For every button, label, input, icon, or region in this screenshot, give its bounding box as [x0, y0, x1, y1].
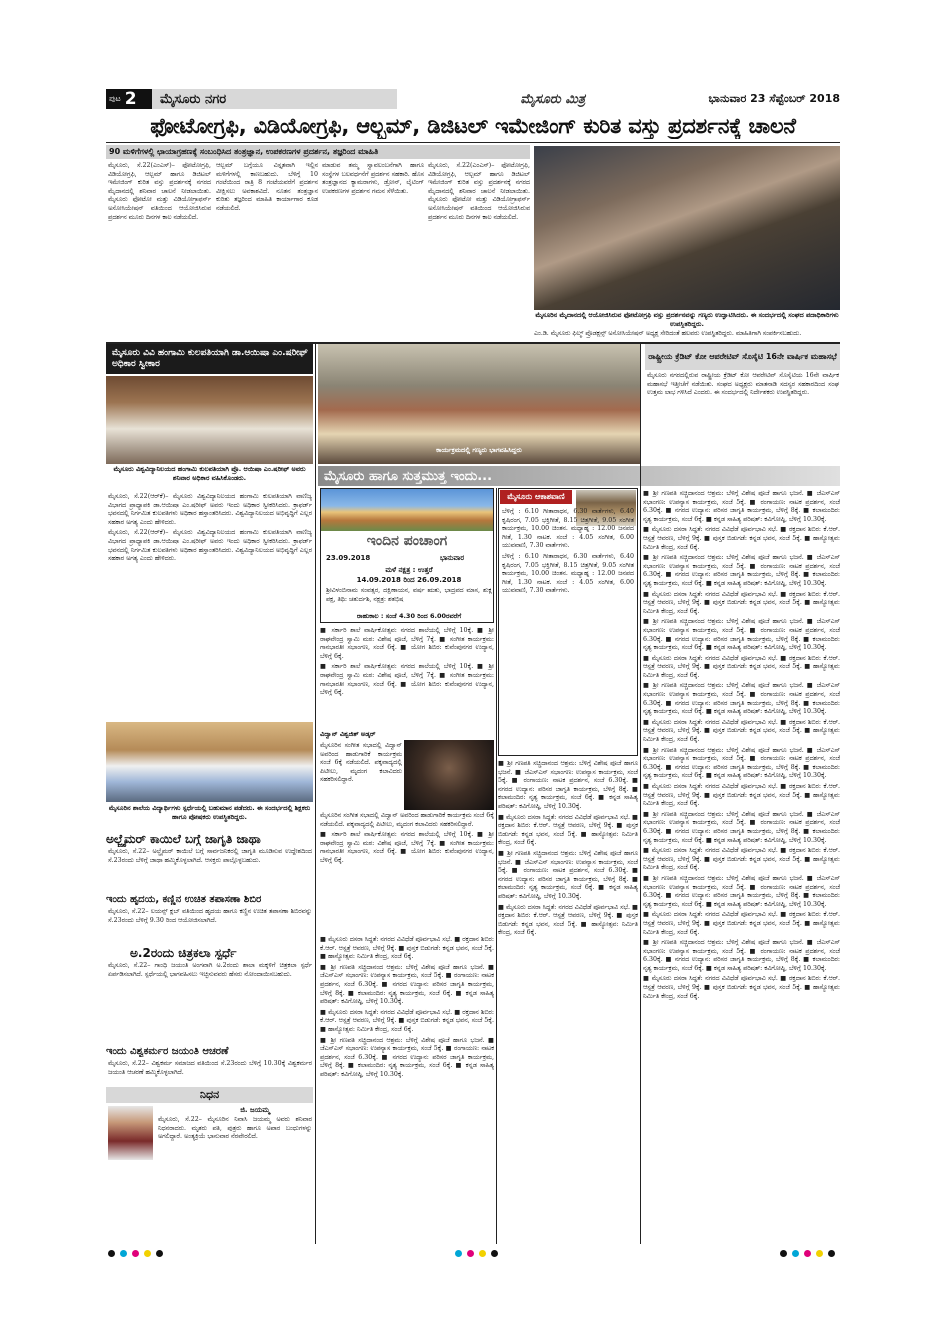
events-col-4 — [498, 760, 638, 1240]
registration-dot-yellow — [816, 1250, 823, 1257]
section-name: ಮೈಸೂರು ನಗರ — [152, 89, 397, 109]
registration-dot-black — [780, 1250, 787, 1257]
vishwakarma-title: ಇಂದು ವಿಶ್ವಕರ್ಮರ ಜಯಂತಿ ಆಚರಣೆ — [106, 1046, 229, 1057]
registration-dot-black — [156, 1250, 163, 1257]
kids-photo — [106, 722, 313, 802]
alzheimer-title: ಅಲ್ಜೈಮರ್ ಕಾಯಿಲೆ ಬಗ್ಗೆ ಜಾಗೃತಿ ಜಾಥಾ — [106, 832, 261, 846]
registration-marks-left — [108, 1250, 163, 1257]
panchanga-body — [326, 587, 492, 611]
radio-schedule — [502, 508, 634, 752]
events-col-6-text-14: ■ ಮೈಸೂರು ದಸರಾ ಸಿದ್ಧತೆ: ನಗರದ ವಿವಿಧೆಡೆ ಪೂರ್ವಭಾವಿ ಸಭೆ. ■ ರಕ್ತದಾನ ಶಿಬಿರ: ಕೆ.ಆರ್. ಆಸ್ಪತ್ರೆ ಆವರಣ, ಬೆಳಿಗ್ಗೆ 9ಕ್ಕೆ. ■ ಪುಸ್ತಕ ಬಿಡುಗಡೆ: ಕನ್ನಡ ಭವನ, ಸಂಜೆ 5ಕ್ಕೆ. ■ ಹಾಸ್ಯೋತ್ಸವ: ನಿರ್ಮಿತಿ ಕೇಂದ್ರ, ಸಂಜೆ 6ಕ್ಕೆ. — [643, 911, 840, 936]
registration-dot-yellow — [144, 1250, 151, 1257]
events-col-3-text-2: ■ ಸರ್ಕಾರಿ ಶಾಲೆ ವಾರ್ಷಿಕೋತ್ಸವ: ನಗರದ ಶಾಲೆಯಲ್ಲಿ ಬೆಳಿಗ್ಗೆ 10ಕ್ಕೆ. ■ ಶ್ರೀ ರಾಘವೇಂದ್ರ ಸ್ವಾಮಿ ಮಠ: ವಿಶೇಷ ಪೂಜೆ, ಬೆಳಿಗ್ಗೆ 7ಕ್ಕೆ. ■ ಸಂಗೀತ ಕಾರ್ಯಕ್ರಮ: ಗಾನಭಾರತೀ ಸಭಾಂಗಣ, ಸಂಜೆ 6ಕ್ಕೆ. ■ ಯೋಗ ಶಿಬಿರ: ಕುವೆಂಪುನಗರ ಉದ್ಯಾನ, ಬೆಳಿಗ್ಗೆ 6ಕ್ಕೆ. — [320, 831, 494, 864]
vc-story-title: ಮೈಸೂರು ವಿವಿ ಹಂಗಾಮಿ ಕುಲಪತಿಯಾಗಿ ಡಾ.ಆಯಿಷಾ ಎಂ.ಷರೀಫ್ ಅಧಿಕಾರ ಸ್ವೀಕಾರ — [106, 344, 313, 374]
lead-col-4-text: ಮೈಸೂರು, ಸೆ.22(ಎಂಎಸ್)– ಫೋಟೋಗ್ರಫಿ, ವಿಡಿಯೋಗ್ರಫಿ, ಆಲ್ಬಮ್ ಹಾಗೂ ಡಿಜಿಟಲ್ ಇಮೇಜಿಂಗ್ ಕುರಿತ ವಸ್ತು ಪ್ರದರ್ಶನಕ್ಕೆ ನಗರದ ಮೈದಾನದಲ್ಲಿ ಶನಿವಾರ ಚಾಲನೆ ನೀಡಲಾಯಿತು. ಮೈಸೂರು ಫೋಟೋ ಮತ್ತು ವಿಡಿಯೋಗ್ರಾಫರ್ಸ್ ಅಸೋಸಿಯೇಷನ್ ವತಿಯಿಂದ ಆಯೋಜಿಸಿರುವ ಪ್ರದರ್ಶನ ಮೂರು ದಿನಗಳ ಕಾಲ ನಡೆಯಲಿದೆ. — [428, 162, 530, 221]
events-col-6-text-9: ■ ಶ್ರೀ ಗಣಪತಿ ಸಚ್ಚಿದಾನಂದ ಆಶ್ರಮ: ಬೆಳಿಗ್ಗೆ ವಿಶೇಷ ಪೂಜೆ ಹಾಗೂ ಭಜನೆ. ■ ಜೆಎಸ್‌ಎಸ್ ಸಭಾಂಗಣ: ಉಪನ್ಯಾಸ ಕಾರ್ಯಕ್ರಮ, ಸಂಜೆ 5ಕ್ಕೆ. ■ ರಂಗಾಯಣ: ನಾಟಕ ಪ್ರದರ್ಶನ, ಸಂಜೆ 6.30ಕ್ಕೆ. ■ ನಗರದ ಉದ್ಯಾನ: ಪರಿಸರ ಜಾಗೃತಿ ಕಾರ್ಯಕ್ರಮ, ಬೆಳಿಗ್ಗೆ 8ಕ್ಕೆ. ■ ಕಲಾಮಂದಿರ: ನೃತ್ಯ ಕಾರ್ಯಕ್ರಮ, ಸಂಜೆ 6ಕ್ಕೆ. ■ ಕನ್ನಡ ಸಾಹಿತ್ಯ ಪರಿಷತ್: ಕವಿಗೋಷ್ಠಿ, ಬೆಳಿಗ್ಗೆ 10.30ಕ್ಕೆ. — [643, 746, 840, 780]
events-col-6-text-16: ■ ಮೈಸೂರು ದಸರಾ ಸಿದ್ಧತೆ: ನಗರದ ವಿವಿಧೆಡೆ ಪೂರ್ವಭಾವಿ ಸಭೆ. ■ ರಕ್ತದಾನ ಶಿಬಿರ: ಕೆ.ಆರ್. ಆಸ್ಪತ್ರೆ ಆವರಣ, ಬೆಳಿಗ್ಗೆ 9ಕ್ಕೆ. ■ ಪುಸ್ತಕ ಬಿಡುಗಡೆ: ಕನ್ನಡ ಭವನ, ಸಂಜೆ 5ಕ್ಕೆ. ■ ಹಾಸ್ಯೋತ್ಸವ: ನಿರ್ಮಿತಿ ಕೇಂದ್ರ, ಸಂಜೆ 6ಕ್ಕೆ. — [643, 975, 840, 1000]
obituary-photo — [108, 1106, 153, 1160]
health-camp-body — [108, 908, 312, 942]
events-col-6-text-15: ■ ಶ್ರೀ ಗಣಪತಿ ಸಚ್ಚಿದಾನಂದ ಆಶ್ರಮ: ಬೆಳಿಗ್ಗೆ ವಿಶೇಷ ಪೂಜೆ ಹಾಗೂ ಭಜನೆ. ■ ಜೆಎಸ್‌ಎಸ್ ಸಭಾಂಗಣ: ಉಪನ್ಯಾಸ ಕಾರ್ಯಕ್ರಮ, ಸಂಜೆ 5ಕ್ಕೆ. ■ ರಂಗಾಯಣ: ನಾಟಕ ಪ್ರದರ್ಶನ, ಸಂಜೆ 6.30ಕ್ಕೆ. ■ ನಗರದ ಉದ್ಯಾನ: ಪರಿಸರ ಜಾಗೃತಿ ಕಾರ್ಯಕ್ರಮ, ಬೆಳಿಗ್ಗೆ 8ಕ್ಕೆ. ■ ಕಲಾಮಂದಿರ: ನೃತ್ಯ ಕಾರ್ಯಕ್ರಮ, ಸಂಜೆ 6ಕ್ಕೆ. ■ ಕನ್ನಡ ಸಾಹಿತ್ಯ ಪರಿಷತ್: ಕವಿಗೋಷ್ಠಿ, ಬೆಳಿಗ್ಗೆ 10.30ಕ್ಕೆ. — [643, 939, 840, 972]
panchanga-rahu: ರಾಹುಕಾಲ : ಸಂಜೆ 4.30 ರಿಂದ 6.00ರವರೆಗೆ — [356, 612, 462, 620]
column-rule-2 — [496, 488, 497, 1244]
art-contest-body — [108, 962, 312, 1042]
panchanga-rain-star: ಮಳೆ ನಕ್ಷತ್ರ : ಉತ್ತರೆ — [385, 566, 433, 574]
events-col-6-text-12: ■ ಮೈಸೂರು ದಸರಾ ಸಿದ್ಧತೆ: ನಗರದ ವಿವಿಧೆಡೆ ಪೂರ್ವಭಾವಿ ಸಭೆ. ■ ರಕ್ತದಾನ ಶಿಬಿರ: ಕೆ.ಆರ್. ಆಸ್ಪತ್ರೆ ಆವರಣ, ಬೆಳಿಗ್ಗೆ 9ಕ್ಕೆ. ■ ಪುಸ್ತಕ ಬಿಡುಗಡೆ: ಕನ್ನಡ ಭವನ, ಸಂಜೆ 5ಕ್ಕೆ. ■ ಹಾಸ್ಯೋತ್ಸವ: ನಿರ್ಮಿತಿ ಕೇಂದ್ರ, ಸಂಜೆ 6ಕ್ಕೆ. — [643, 847, 840, 872]
page-number: 2 — [124, 89, 137, 109]
paper-name: ಮೈಸೂರು ಮಿತ್ರ — [520, 91, 586, 107]
events-col-6-text-3: ■ ಶ್ರೀ ಗಣಪತಿ ಸಚ್ಚಿದಾನಂದ ಆಶ್ರಮ: ಬೆಳಿಗ್ಗೆ ವಿಶೇಷ ಪೂಜೆ ಹಾಗೂ ಭಜನೆ. ■ ಜೆಎಸ್‌ಎಸ್ ಸಭಾಂಗಣ: ಉಪನ್ಯಾಸ ಕಾರ್ಯಕ್ರಮ, ಸಂಜೆ 5ಕ್ಕೆ. ■ ರಂಗಾಯಣ: ನಾಟಕ ಪ್ರದರ್ಶನ, ಸಂಜೆ 6.30ಕ್ಕೆ. ■ ನಗರದ ಉದ್ಯಾನ: ಪರಿಸರ ಜಾಗೃತಿ ಕಾರ್ಯಕ್ರಮ, ಬೆಳಿಗ್ಗೆ 8ಕ್ಕೆ. ■ ಕಲಾಮಂದಿರ: ನೃತ್ಯ ಕಾರ್ಯಕ್ರಮ, ಸಂಜೆ 6ಕ್ಕೆ. ■ ಕನ್ನಡ ಸಾಹಿತ್ಯ ಪರಿಷತ್: ಕವಿಗೋಷ್ಠಿ, ಬೆಳಿಗ್ಗೆ 10.30ಕ್ಕೆ. — [643, 554, 840, 587]
panchanga-day: ಭಾನುವಾರ — [440, 554, 465, 562]
bank-story-text: ಮೈಸೂರು ನಗರದಲ್ಲಿರುವ ರಾಷ್ಟ್ರೀಯ ಕ್ರೆಡಿಟ್ ಕೋ ಆಪರೇಟಿವ್ ಸೊಸೈಟಿಯ 16ನೇ ವಾರ್ಷಿಕ ಮಹಾಸಭೆ ಇತ್ತೀಚೆಗೆ ನಡೆಯಿತು. ಸಂಘದ ಅಧ್ಯಕ್ಷರು ಮಾತನಾಡಿ ಸದಸ್ಯರ ಸಹಕಾರದಿಂದ ಸಂಘ ಉತ್ತಮ ಲಾಭ ಗಳಿಸಿದೆ ಎಂದರು. ಈ ಸಂದರ್ಭದಲ್ಲಿ ನಿರ್ದೇಶಕರು ಉಪಸ್ಥಿತರಿದ್ದರು. — [647, 372, 839, 397]
registration-dot-cyan — [120, 1250, 127, 1257]
radio-label: ಮೈಸೂರು ಆಕಾಶವಾಣಿ — [500, 490, 572, 504]
registration-dot-magenta — [132, 1250, 139, 1257]
page-label: ಪುಟ — [109, 94, 121, 103]
radio-schedule-text-2: ಬೆಳಿಗ್ಗೆ : 6.10 ಗೀತಾರಾಧನ, 6.30 ವಾರ್ತೆಗಳು, 6.40 ಕೃಷಿರಂಗ, 7.05 ಭಕ್ತಿಗೀತೆ, 8.15 ಚಿತ್ರಗೀತೆ, 9.05 ಸಂಗೀತ ಕಾರ್ಯಕ್ರಮ, 10.00 ಚಿಂತನ. ಮಧ್ಯಾಹ್ನ : 12.00 ಜನಪದ ಗೀತೆ, 1.30 ನಾಟಕ. ಸಂಜೆ : 4.05 ಸಂಗೀತ, 6.00 ಯುವವಾಣಿ, 7.30 ವಾರ್ತೆಗಳು. — [502, 552, 634, 595]
events-col-4-text-2: ■ ಮೈಸೂರು ದಸರಾ ಸಿದ್ಧತೆ: ನಗರದ ವಿವಿಧೆಡೆ ಪೂರ್ವಭಾವಿ ಸಭೆ. ■ ರಕ್ತದಾನ ಶಿಬಿರ: ಕೆ.ಆರ್. ಆಸ್ಪತ್ರೆ ಆವರಣ, ಬೆಳಿಗ್ಗೆ 9ಕ್ಕೆ. ■ ಪುಸ್ತಕ ಬಿಡುಗಡೆ: ಕನ್ನಡ ಭವನ, ಸಂಜೆ 5ಕ್ಕೆ. ■ ಹಾಸ್ಯೋತ್ಸವ: ನಿರ್ಮಿತಿ ಕೇಂದ್ರ, ಸಂಜೆ 6ಕ್ಕೆ. — [498, 813, 638, 847]
lead-col-1-text: ಮೈಸೂರು, ಸೆ.22(ಎಂಎಸ್)– ಫೋಟೋಗ್ರಫಿ, ವಿಡಿಯೋಗ್ರಫಿ, ಆಲ್ಬಮ್ ಹಾಗೂ ಡಿಜಿಟಲ್ ಇಮೇಜಿಂಗ್ ಕುರಿತ ವಸ್ತು ಪ್ರದರ್ಶನಕ್ಕೆ ನಗರದ ಮೈದಾನದಲ್ಲಿ ಶನಿವಾರ ಚಾಲನೆ ನೀಡಲಾಯಿತು. ಮೈಸೂರು ಫೋಟೋ ಮತ್ತು ವಿಡಿಯೋಗ್ರಾಫರ್ಸ್ ಅಸೋಸಿಯೇಷನ್ ವತಿಯಿಂದ ಆಯೋಜಿಸಿರುವ ಪ್ರದರ್ಶನ ಮೂರು ದಿನಗಳ ಕಾಲ ನಡೆಯಲಿದೆ. — [108, 162, 211, 221]
events-col-6-text-13: ■ ಶ್ರೀ ಗಣಪತಿ ಸಚ್ಚಿದಾನಂದ ಆಶ್ರಮ: ಬೆಳಿಗ್ಗೆ ವಿಶೇಷ ಪೂಜೆ ಹಾಗೂ ಭಜನೆ. ■ ಜೆಎಸ್‌ಎಸ್ ಸಭಾಂಗಣ: ಉಪನ್ಯಾಸ ಕಾರ್ಯಕ್ರಮ, ಸಂಜೆ 5ಕ್ಕೆ. ■ ರಂಗಾಯಣ: ನಾಟಕ ಪ್ರದರ್ಶನ, ಸಂಜೆ 6.30ಕ್ಕೆ. ■ ನಗರದ ಉದ್ಯಾನ: ಪರಿಸರ ಜಾಗೃತಿ ಕಾರ್ಯಕ್ರಮ, ಬೆಳಿಗ್ಗೆ 8ಕ್ಕೆ. ■ ಕಲಾಮಂದಿರ: ನೃತ್ಯ ಕಾರ್ಯಕ್ರಮ, ಸಂಜೆ 6ಕ್ಕೆ. ■ ಕನ್ನಡ ಸಾಹಿತ್ಯ ಪರಿಷತ್: ಕವಿಗೋಷ್ಠಿ, ಬೆಳಿಗ್ಗೆ 10.30ಕ್ಕೆ. — [643, 874, 840, 908]
vc-story-body — [108, 493, 312, 719]
lead-photo — [534, 146, 840, 310]
registration-dot-yellow — [479, 1250, 486, 1257]
obituary-body — [158, 1116, 312, 1244]
registration-marks-right — [780, 1250, 835, 1257]
bank-story-title: ರಾಷ್ಟ್ರೀಯ ಕ್ರೆಡಿಟ್ ಕೋ ಆಪರೇಟಿವ್ ಸೊಸೈಟಿ 16ನೇ ವಾರ್ಷಿಕ ಮಹಾಸಭೆ — [645, 344, 840, 370]
registration-dot-magenta — [804, 1250, 811, 1257]
masthead — [106, 88, 840, 110]
health-camp-text: ಮೈಸೂರು, ಸೆ.22– ಲಯನ್ಸ್ ಕ್ಲಬ್ ವತಿಯಿಂದ ಹೃದಯ ಹಾಗೂ ಕಣ್ಣಿನ ಉಚಿತ ತಪಾಸಣಾ ಶಿಬಿರವನ್ನು ಸೆ.23ರಂದು ಬೆಳಿಗ್ಗೆ 9.30 ರಿಂದ ಆಯೋಜಿಸಲಾಗಿದೆ. — [108, 908, 312, 924]
alzheimer-text: ಮೈಸೂರು, ಸೆ.22– ಅಲ್ಜೈಮರ್ ಕಾಯಿಲೆ ಬಗ್ಗೆ ಸಾರ್ವಜನಿಕರಲ್ಲಿ ಜಾಗೃತಿ ಮೂಡಿಸುವ ಉದ್ದೇಶದಿಂದ ಸೆ.23ರಂದು ಬೆಳಿಗ್ಗೆ ಜಾಥಾ ಹಮ್ಮಿಕೊಳ್ಳಲಾಗಿದೆ. ಆಸಕ್ತರು ಪಾಲ್ಗೊಳ್ಳಬಹುದು. — [108, 848, 312, 864]
panchanga-range: 14.09.2018 ರಿಂದ 26.09.2018 — [356, 576, 462, 584]
panchanga-date: 23.09.2018 — [326, 554, 371, 562]
events-col-6-text-2: ■ ಮೈಸೂರು ದಸರಾ ಸಿದ್ಧತೆ: ನಗರದ ವಿವಿಧೆಡೆ ಪೂರ್ವಭಾವಿ ಸಭೆ. ■ ರಕ್ತದಾನ ಶಿಬಿರ: ಕೆ.ಆರ್. ಆಸ್ಪತ್ರೆ ಆವರಣ, ಬೆಳಿಗ್ಗೆ 9ಕ್ಕೆ. ■ ಪುಸ್ತಕ ಬಿಡುಗಡೆ: ಕನ್ನಡ ಭವನ, ಸಂಜೆ 5ಕ್ಕೆ. ■ ಹಾಸ್ಯೋತ್ಸವ: ನಿರ್ಮಿತಿ ಕೇಂದ್ರ, ಸಂಜೆ 6ಕ್ಕೆ. — [643, 526, 840, 551]
registration-dot-magenta — [467, 1250, 474, 1257]
lead-photo-text-line: ಎಂ.ಡಿ. ಮೈಸೂರು ಫಿಲ್ಮ್ ಪ್ರೊಡಕ್ಷನ್ಸ್ ಅಸೋಸಿಯೇಷನ್ ಅಧ್ಯಕ್ಷ ಸೇರಿದಂತೆ ಹಲವರು ಉಪಸ್ಥಿತರಿದ್ದರು. ಮಾಹಿತಿಗಾಗಿ ಸಂಪರ್ಕಿಸಬಹುದು. — [534, 330, 802, 337]
page-number-tag — [106, 89, 152, 109]
lead-col-1 — [108, 162, 211, 334]
events-col-1-text-2: ■ ಸರ್ಕಾರಿ ಶಾಲೆ ವಾರ್ಷಿಕೋತ್ಸವ: ನಗರದ ಶಾಲೆಯಲ್ಲಿ ಬೆಳಿಗ್ಗೆ 10ಕ್ಕೆ. ■ ಶ್ರೀ ರಾಘವೇಂದ್ರ ಸ್ವಾಮಿ ಮಠ: ವಿಶೇಷ ಪೂಜೆ, ಬೆಳಿಗ್ಗೆ 7ಕ್ಕೆ. ■ ಸಂಗೀತ ಕಾರ್ಯಕ್ರಮ: ಗಾನಭಾರತೀ ಸಭಾಂಗಣ, ಸಂಜೆ 6ಕ್ಕೆ. ■ ಯೋಗ ಶಿಬಿರ: ಕುವೆಂಪುನಗರ ಉದ್ಯಾನ, ಬೆಳಿಗ್ಗೆ 6ಕ್ಕೆ. — [320, 663, 494, 697]
vc-photo-caption: ಮೈಸೂರು ವಿಶ್ವವಿದ್ಯಾನಿಲಯದ ಹಂಗಾಮಿ ಕುಲಪತಿಯಾಗಿ ಪ್ರೊ. ಆಯಿಷಾ ಎಂ.ಷರೀಫ್ ಅವರು ಶನಿವಾರ ಅಧಿಕಾರ ವಹಿಸಿಕೊಂಡರು. — [113, 465, 306, 482]
event-photo-text: ಕಾರ್ಯಕ್ರಮದಲ್ಲಿ ಗಣ್ಯರು ಭಾಗವಹಿಸಿದ್ದರು — [436, 446, 522, 454]
events-col-4-text-3: ■ ಶ್ರೀ ಗಣಪತಿ ಸಚ್ಚಿದಾನಂದ ಆಶ್ರಮ: ಬೆಳಿಗ್ಗೆ ವಿಶೇಷ ಪೂಜೆ ಹಾಗೂ ಭಜನೆ. ■ ಜೆಎಸ್‌ಎಸ್ ಸಭಾಂಗಣ: ಉಪನ್ಯಾಸ ಕಾರ್ಯಕ್ರಮ, ಸಂಜೆ 5ಕ್ಕೆ. ■ ರಂಗಾಯಣ: ನಾಟಕ ಪ್ರದರ್ಶನ, ಸಂಜೆ 6.30ಕ್ಕೆ. ■ ನಗರದ ಉದ್ಯಾನ: ಪರಿಸರ ಜಾಗೃತಿ ಕಾರ್ಯಕ್ರಮ, ಬೆಳಿಗ್ಗೆ 8ಕ್ಕೆ. ■ ಕಲಾಮಂದಿರ: ನೃತ್ಯ ಕಾರ್ಯಕ್ರಮ, ಸಂಜೆ 6ಕ್ಕೆ. ■ ಕನ್ನಡ ಸಾಹಿತ್ಯ ಪರಿಷತ್: ಕವಿಗೋಷ್ಠಿ, ಬೆಳಿಗ್ಗೆ 10.30ಕ್ಕೆ. — [498, 849, 638, 900]
registration-marks-center — [455, 1250, 498, 1257]
events-col-6-text-10: ■ ಮೈಸೂರು ದಸರಾ ಸಿದ್ಧತೆ: ನಗರದ ವಿವಿಧೆಡೆ ಪೂರ್ವಭಾವಿ ಸಭೆ. ■ ರಕ್ತದಾನ ಶಿಬಿರ: ಕೆ.ಆರ್. ಆಸ್ಪತ್ರೆ ಆವರಣ, ಬೆಳಿಗ್ಗೆ 9ಕ್ಕೆ. ■ ಪುಸ್ತಕ ಬಿಡುಗಡೆ: ಕನ್ನಡ ಭವನ, ಸಂಜೆ 5ಕ್ಕೆ. ■ ಹಾಸ್ಯೋತ್ಸವ: ನಿರ್ಮಿತಿ ಕೇಂದ್ರ, ಸಂಜೆ 6ಕ್ಕೆ. — [643, 783, 840, 808]
vc-photo — [106, 376, 313, 464]
events-col-5-text-3: ■ ಮೈಸೂರು ದಸರಾ ಸಿದ್ಧತೆ: ನಗರದ ವಿವಿಧೆಡೆ ಪೂರ್ವಭಾವಿ ಸಭೆ. ■ ರಕ್ತದಾನ ಶಿಬಿರ: ಕೆ.ಆರ್. ಆಸ್ಪತ್ರೆ ಆವರಣ, ಬೆಳಿಗ್ಗೆ 9ಕ್ಕೆ. ■ ಪುಸ್ತಕ ಬಿಡುಗಡೆ: ಕನ್ನಡ ಭವನ, ಸಂಜೆ 5ಕ್ಕೆ. ■ ಹಾಸ್ಯೋತ್ಸವ: ನಿರ್ಮಿತಿ ಕೇಂದ್ರ, ಸಂಜೆ 6ಕ್ಕೆ. — [320, 1008, 494, 1033]
events-col-5-text: ■ ಮೈಸೂರು ದಸರಾ ಸಿದ್ಧತೆ: ನಗರದ ವಿವಿಧೆಡೆ ಪೂರ್ವಭಾವಿ ಸಭೆ. ■ ರಕ್ತದಾನ ಶಿಬಿರ: ಕೆ.ಆರ್. ಆಸ್ಪತ್ರೆ ಆವರಣ, ಬೆಳಿಗ್ಗೆ 9ಕ್ಕೆ. ■ ಪುಸ್ತಕ ಬಿಡುಗಡೆ: ಕನ್ನಡ ಭವನ, ಸಂಜೆ 5ಕ್ಕೆ. ■ ಹಾಸ್ಯೋತ್ಸವ: ನಿರ್ಮಿತಿ ಕೇಂದ್ರ, ಸಂಜೆ 6ಕ್ಕೆ. — [320, 936, 494, 961]
vc-story-text-2: ಮೈಸೂರು, ಸೆ.22(ಆರ್‌ಕೆ)– ಮೈಸೂರು ವಿಶ್ವವಿದ್ಯಾನಿಲಯದ ಹಂಗಾಮಿ ಕುಲಪತಿಯಾಗಿ ವಾಣಿಜ್ಯ ವಿಭಾಗದ ಪ್ರಾಧ್ಯಾಪಕಿ ಡಾ.ಆಯಿಷಾ ಎಂ.ಷರೀಫ್ ಅವರು ಇಂದು ಅಧಿಕಾರ ಸ್ವೀಕರಿಸಿದರು. ಕ್ರಾಫರ್ಡ್ ಭವನದಲ್ಲಿ ನಿರ್ಗಮಿತ ಕುಲಪತಿಗಳು ಅಧಿಕಾರ ಹಸ್ತಾಂತರಿಸಿದರು. ವಿಶ್ವವಿದ್ಯಾನಿಲಯದ ಅಭಿವೃದ್ಧಿಗೆ ಎಲ್ಲರ ಸಹಕಾರ ಅಗತ್ಯ ಎಂದು ಹೇಳಿದರು. — [108, 529, 312, 563]
issue-date: ಭಾನುವಾರ 23 ಸೆಪ್ಟೆಂಬರ್ 2018 — [708, 92, 840, 105]
today-strip: ಮೈಸೂರು ಹಾಗೂ ಸುತ್ತಮುತ್ತ ಇಂದು... — [318, 466, 840, 486]
events-col-6-text-8: ■ ಮೈಸೂರು ದಸರಾ ಸಿದ್ಧತೆ: ನಗರದ ವಿವಿಧೆಡೆ ಪೂರ್ವಭಾವಿ ಸಭೆ. ■ ರಕ್ತದಾನ ಶಿಬಿರ: ಕೆ.ಆರ್. ಆಸ್ಪತ್ರೆ ಆವರಣ, ಬೆಳಿಗ್ಗೆ 9ಕ್ಕೆ. ■ ಪುಸ್ತಕ ಬಿಡುಗಡೆ: ಕನ್ನಡ ಭವನ, ಸಂಜೆ 5ಕ್ಕೆ. ■ ಹಾಸ್ಯೋತ್ಸವ: ನಿರ್ಮಿತಿ ಕೇಂದ್ರ, ಸಂಜೆ 6ಕ್ಕೆ. — [643, 718, 840, 744]
vc-story-text: ಮೈಸೂರು, ಸೆ.22(ಆರ್‌ಕೆ)– ಮೈಸೂರು ವಿಶ್ವವಿದ್ಯಾನಿಲಯದ ಹಂಗಾಮಿ ಕುಲಪತಿಯಾಗಿ ವಾಣಿಜ್ಯ ವಿಭಾಗದ ಪ್ರಾಧ್ಯಾಪಕಿ ಡಾ.ಆಯಿಷಾ ಎಂ.ಷರೀಫ್ ಅವರು ಇಂದು ಅಧಿಕಾರ ಸ್ವೀಕರಿಸಿದರು. ಕ್ರಾಫರ್ಡ್ ಭವನದಲ್ಲಿ ನಿರ್ಗಮಿತ ಕುಲಪತಿಗಳು ಅಧಿಕಾರ ಹಸ್ತಾಂತರಿಸಿದರು. ವಿಶ್ವವಿದ್ಯಾನಿಲಯದ ಅಭಿವೃದ್ಧಿಗೆ ಎಲ್ಲರ ಸಹಕಾರ ಅಗತ್ಯ ಎಂದು ಹೇಳಿದರು. — [108, 493, 312, 526]
events-col-2 — [320, 742, 402, 808]
events-col-5-text-4: ■ ಶ್ರೀ ಗಣಪತಿ ಸಚ್ಚಿದಾನಂದ ಆಶ್ರಮ: ಬೆಳಿಗ್ಗೆ ವಿಶೇಷ ಪೂಜೆ ಹಾಗೂ ಭಜನೆ. ■ ಜೆಎಸ್‌ಎಸ್ ಸಭಾಂಗಣ: ಉಪನ್ಯಾಸ ಕಾರ್ಯಕ್ರಮ, ಸಂಜೆ 5ಕ್ಕೆ. ■ ರಂಗಾಯಣ: ನಾಟಕ ಪ್ರದರ್ಶನ, ಸಂಜೆ 6.30ಕ್ಕೆ. ■ ನಗರದ ಉದ್ಯಾನ: ಪರಿಸರ ಜಾಗೃತಿ ಕಾರ್ಯಕ್ರಮ, ಬೆಳಿಗ್ಗೆ 8ಕ್ಕೆ. ■ ಕಲಾಮಂದಿರ: ನೃತ್ಯ ಕಾರ್ಯಕ್ರಮ, ಸಂಜೆ 6ಕ್ಕೆ. ■ ಕನ್ನಡ ಸಾಹಿತ್ಯ ಪರಿಷತ್: ಕವಿಗೋಷ್ಠಿ, ಬೆಳಿಗ್ಗೆ 10.30ಕ್ಕೆ. — [320, 1036, 494, 1078]
lead-col-2 — [216, 162, 318, 334]
events-col-6-text-7: ■ ಶ್ರೀ ಗಣಪತಿ ಸಚ್ಚಿದಾನಂದ ಆಶ್ರಮ: ಬೆಳಿಗ್ಗೆ ವಿಶೇಷ ಪೂಜೆ ಹಾಗೂ ಭಜನೆ. ■ ಜೆಎಸ್‌ಎಸ್ ಸಭಾಂಗಣ: ಉಪನ್ಯಾಸ ಕಾರ್ಯಕ್ರಮ, ಸಂಜೆ 5ಕ್ಕೆ. ■ ರಂಗಾಯಣ: ನಾಟಕ ಪ್ರದರ್ಶನ, ಸಂಜೆ 6.30ಕ್ಕೆ. ■ ನಗರದ ಉದ್ಯಾನ: ಪರಿಸರ ಜಾಗೃತಿ ಕಾರ್ಯಕ್ರಮ, ಬೆಳಿಗ್ಗೆ 8ಕ್ಕೆ. ■ ಕಲಾಮಂದಿರ: ನೃತ್ಯ ಕಾರ್ಯಕ್ರಮ, ಸಂಜೆ 6ಕ್ಕೆ. ■ ಕನ್ನಡ ಸಾಹಿತ್ಯ ಪರಿಷತ್: ಕವಿಗೋಷ್ಠಿ, ಬೆಳಿಗ್ಗೆ 10.30ಕ್ಕೆ. — [643, 682, 840, 716]
column-rule-1 — [315, 344, 316, 1244]
headline-rule — [106, 142, 840, 143]
registration-dot-black — [828, 1250, 835, 1257]
events-col-3 — [320, 812, 494, 932]
events-col-5 — [320, 936, 494, 1240]
vishwakarma-text: ಮೈಸೂರು, ಸೆ.22– ವಿಶ್ವಕರ್ಮ ಸಮಾಜದ ವತಿಯಿಂದ ಸೆ.23ರಂದು ಬೆಳಿಗ್ಗೆ 10.30ಕ್ಕೆ ವಿಶ್ವಕರ್ಮರ ಜಯಂತಿ ಆಚರಣೆ ಹಮ್ಮಿಕೊಳ್ಳಲಾಗಿದೆ. — [108, 1060, 312, 1076]
events-col-6-text-6: ■ ಮೈಸೂರು ದಸರಾ ಸಿದ್ಧತೆ: ನಗರದ ವಿವಿಧೆಡೆ ಪೂರ್ವಭಾವಿ ಸಭೆ. ■ ರಕ್ತದಾನ ಶಿಬಿರ: ಕೆ.ಆರ್. ಆಸ್ಪತ್ರೆ ಆವರಣ, ಬೆಳಿಗ್ಗೆ 9ಕ್ಕೆ. ■ ಪುಸ್ತಕ ಬಿಡುಗಡೆ: ಕನ್ನಡ ಭವನ, ಸಂಜೆ 5ಕ್ಕೆ. ■ ಹಾಸ್ಯೋತ್ಸವ: ನಿರ್ಮಿತಿ ಕೇಂದ್ರ, ಸಂಜೆ 6ಕ್ಕೆ. — [643, 654, 840, 679]
lead-photo-caption: ಮೈಸೂರಿನ ಮೈದಾನದಲ್ಲಿ ಆಯೋಜಿಸಿರುವ ಫೋಟೋಗ್ರಫಿ ವಸ್ತು ಪ್ರದರ್ಶನವನ್ನು ಗಣ್ಯರು ಉದ್ಘಾಟಿಸಿದರು. ಈ ಸಂದರ್ಭದಲ್ಲಿ ಸಂಘದ ಪದಾಧಿಕಾರಿಗಳು ಉಪಸ್ಥಿತರಿದ್ದರು. — [535, 311, 839, 328]
lead-photo-text — [534, 330, 840, 340]
art-contest-title: ಅ.2ರಂದು ಚಿತ್ರಕಲಾ ಸ್ಪರ್ಧೆ — [130, 946, 237, 960]
alzheimer-body — [108, 848, 312, 892]
health-camp-title: ಇಂದು ಹೃದಯ, ಕಣ್ಣಿನ ಉಚಿತ ತಪಾಸಣಾ ಶಿಬಿರ — [106, 894, 262, 905]
registration-dot-black — [108, 1250, 115, 1257]
palace-image — [321, 489, 493, 531]
obituary-name: ಜಿ. ಜಯಮ್ಮ — [240, 1106, 270, 1114]
lead-col-3 — [322, 162, 424, 334]
lead-col-4 — [428, 162, 530, 334]
panchanga-text: ಶ್ರೀವಿಳಂಬಿನಾಮ ಸಂವತ್ಸರ, ದಕ್ಷಿಣಾಯನ, ವರ್ಷ ಋತು, ಭಾದ್ರಪದ ಮಾಸ, ಶುಕ್ಲ ಪಕ್ಷ, ತಿಥಿ: ಚತುರ್ದಶಿ, ನಕ್ಷತ್ರ: ಶತಭಿಷ — [326, 587, 492, 603]
kids-photo-caption: ಮೈಸೂರಿನ ಶಾಲೆಯ ವಿದ್ಯಾರ್ಥಿಗಳು ಸ್ಪರ್ಧೆಯಲ್ಲಿ ಬಹುಮಾನ ಪಡೆದರು. ಈ ಸಂದರ್ಭದಲ್ಲಿ ಶಿಕ್ಷಕರು ಹಾಗೂ ಪೋಷಕರು ಉಪಸ್ಥಿತರಿದ್ದರು. — [108, 804, 311, 821]
events-col-6-text-5: ■ ಶ್ರೀ ಗಣಪತಿ ಸಚ್ಚಿದಾನಂದ ಆಶ್ರಮ: ಬೆಳಿಗ್ಗೆ ವಿಶೇಷ ಪೂಜೆ ಹಾಗೂ ಭಜನೆ. ■ ಜೆಎಸ್‌ಎಸ್ ಸಭಾಂಗಣ: ಉಪನ್ಯಾಸ ಕಾರ್ಯಕ್ರಮ, ಸಂಜೆ 5ಕ್ಕೆ. ■ ರಂಗಾಯಣ: ನಾಟಕ ಪ್ರದರ್ಶನ, ಸಂಜೆ 6.30ಕ್ಕೆ. ■ ನಗರದ ಉದ್ಯಾನ: ಪರಿಸರ ಜಾಗೃತಿ ಕಾರ್ಯಕ್ರಮ, ಬೆಳಿಗ್ಗೆ 8ಕ್ಕೆ. ■ ಕಲಾಮಂದಿರ: ನೃತ್ಯ ಕಾರ್ಯಕ್ರಮ, ಸಂಜೆ 6ಕ್ಕೆ. ■ ಕನ್ನಡ ಸಾಹಿತ್ಯ ಪರಿಷತ್: ಕವಿಗೋಷ್ಠಿ, ಬೆಳಿಗ್ಗೆ 10.30ಕ್ಕೆ. — [643, 618, 840, 652]
events-col-4-text: ■ ಶ್ರೀ ಗಣಪತಿ ಸಚ್ಚಿದಾನಂದ ಆಶ್ರಮ: ಬೆಳಿಗ್ಗೆ ವಿಶೇಷ ಪೂಜೆ ಹಾಗೂ ಭಜನೆ. ■ ಜೆಎಸ್‌ಎಸ್ ಸಭಾಂಗಣ: ಉಪನ್ಯಾಸ ಕಾರ್ಯಕ್ರಮ, ಸಂಜೆ 5ಕ್ಕೆ. ■ ರಂಗಾಯಣ: ನಾಟಕ ಪ್ರದರ್ಶನ, ಸಂಜೆ 6.30ಕ್ಕೆ. ■ ನಗರದ ಉದ್ಯಾನ: ಪರಿಸರ ಜಾಗೃತಿ ಕಾರ್ಯಕ್ರಮ, ಬೆಳಿಗ್ಗೆ 8ಕ್ಕೆ. ■ ಕಲಾಮಂದಿರ: ನೃತ್ಯ ಕಾರ್ಯಕ್ರಮ, ಸಂಜೆ 6ಕ್ಕೆ. ■ ಕನ್ನಡ ಸಾಹಿತ್ಯ ಪರಿಷತ್: ಕವಿಗೋಷ್ಠಿ, ಬೆಳಿಗ್ಗೆ 10.30ಕ್ಕೆ. — [498, 760, 638, 810]
registration-dot-cyan — [792, 1250, 799, 1257]
panchanga-title: ಇಂದಿನ ಪಂಚಾಂಗ — [366, 533, 448, 549]
art-contest-text: ಮೈಸೂರು, ಸೆ.22– ಗಾಂಧಿ ಜಯಂತಿ ಅಂಗವಾಗಿ ಅ.2ರಂದು ಶಾಲಾ ಮಕ್ಕಳಿಗೆ ಚಿತ್ರಕಲಾ ಸ್ಪರ್ಧೆ ಏರ್ಪಡಿಸಲಾಗಿದೆ. ಸ್ಪರ್ಧೆಯಲ್ಲಿ ಭಾಗವಹಿಸಲು ಇಚ್ಛಿಸುವವರು ಹೆಸರು ನೋಂದಾಯಿಸಬಹುದು. — [108, 962, 312, 978]
events-col-1 — [320, 627, 494, 727]
bank-story-body — [647, 372, 839, 462]
events-col-3-text: ಮೈಸೂರಿನ ಸಂಗೀತ ಸಭಾದಲ್ಲಿ ವಿದ್ವಾನ್ ಅವರಿಂದ ಹಾಡುಗಾರಿಕೆ ಕಾರ್ಯಕ್ರಮ ಸಂಜೆ 6ಕ್ಕೆ ನಡೆಯಲಿದೆ. ಪಕ್ಕವಾದ್ಯದಲ್ಲಿ ಪಿಟೀಲು, ಮೃದಂಗ ಕಲಾವಿದರು ಸಹಕರಿಸಲಿದ್ದಾರೆ. — [320, 812, 494, 828]
lead-col-3-text: ಮಾಡುವ ತಮ್ಮ ಸ್ವಾವಲಂಬನೆಗಾಗಿ ಹಾಗೂ ಸಂಸ್ಥೆಗಳ ಬಲವರ್ಧನೆಗೆ ಪ್ರದರ್ಶನ ಸಹಕಾರಿ. ಹೊಸ ತಂತ್ರಜ್ಞಾನದ ಕ್ಯಾಮರಾಗಳು, ಡ್ರೋನ್, ಲೈಟಿಂಗ್ ಉಪಕರಣಗಳ ಪ್ರದರ್ಶನ ಗಮನ ಸೆಳೆಯಿತು. — [322, 162, 424, 195]
obituary-text: ಮೈಸೂರು, ಸೆ.22– ಮೈಸೂರಿನ ನಿವಾಸಿ ಜಯಮ್ಮ ಅವರು ಶನಿವಾರ ನಿಧನರಾದರು. ಮೃತರು ಪತಿ, ಪುತ್ರರು ಹಾಗೂ ಅಪಾರ ಬಂಧುಗಳನ್ನು ಅಗಲಿದ್ದಾರೆ. ಅಂತ್ಯಕ್ರಿಯೆ ಭಾನುವಾರ ನೆರವೇರಲಿದೆ. — [158, 1116, 312, 1141]
events-col-2-text: ಮೈಸೂರಿನ ಸಂಗೀತ ಸಭಾದಲ್ಲಿ ವಿದ್ವಾನ್ ಅವರಿಂದ ಹಾಡುಗಾರಿಕೆ ಕಾರ್ಯಕ್ರಮ ಸಂಜೆ 6ಕ್ಕೆ ನಡೆಯಲಿದೆ. ಪಕ್ಕವಾದ್ಯದಲ್ಲಿ ಪಿಟೀಲು, ಮೃದಂಗ ಕಲಾವಿದರು ಸಹಕರಿಸಲಿದ್ದಾರೆ. — [320, 742, 402, 784]
events-col-6-text: ■ ಶ್ರೀ ಗಣಪತಿ ಸಚ್ಚಿದಾನಂದ ಆಶ್ರಮ: ಬೆಳಿಗ್ಗೆ ವಿಶೇಷ ಪೂಜೆ ಹಾಗೂ ಭಜನೆ. ■ ಜೆಎಸ್‌ಎಸ್ ಸಭಾಂಗಣ: ಉಪನ್ಯಾಸ ಕಾರ್ಯಕ್ರಮ, ಸಂಜೆ 5ಕ್ಕೆ. ■ ರಂಗಾಯಣ: ನಾಟಕ ಪ್ರದರ್ಶನ, ಸಂಜೆ 6.30ಕ್ಕೆ. ■ ನಗರದ ಉದ್ಯಾನ: ಪರಿಸರ ಜಾಗೃತಿ ಕಾರ್ಯಕ್ರಮ, ಬೆಳಿಗ್ಗೆ 8ಕ್ಕೆ. ■ ಕಲಾಮಂದಿರ: ನೃತ್ಯ ಕಾರ್ಯಕ್ರಮ, ಸಂಜೆ 6ಕ್ಕೆ. ■ ಕನ್ನಡ ಸಾಹಿತ್ಯ ಪರಿಷತ್: ಕವಿಗೋಷ್ಠಿ, ಬೆಳಿಗ್ಗೆ 10.30ಕ್ಕೆ. — [643, 490, 840, 523]
registration-dot-black — [491, 1250, 498, 1257]
events-col-6-text-4: ■ ಮೈಸೂರು ದಸರಾ ಸಿದ್ಧತೆ: ನಗರದ ವಿವಿಧೆಡೆ ಪೂರ್ವಭಾವಿ ಸಭೆ. ■ ರಕ್ತದಾನ ಶಿಬಿರ: ಕೆ.ಆರ್. ಆಸ್ಪತ್ರೆ ಆವರಣ, ಬೆಳಿಗ್ಗೆ 9ಕ್ಕೆ. ■ ಪುಸ್ತಕ ಬಿಡುಗಡೆ: ಕನ್ನಡ ಭವನ, ಸಂಜೆ 5ಕ್ಕೆ. ■ ಹಾಸ್ಯೋತ್ಸವ: ನಿರ್ಮಿತಿ ಕೇಂದ್ರ, ಸಂಜೆ 6ಕ್ಕೆ. — [643, 590, 840, 615]
singer-photo — [404, 740, 494, 810]
lead-headline: ಫೋಟೋಗ್ರಫಿ, ವಿಡಿಯೋಗ್ರಫಿ, ಆಲ್ಬಮ್, ಡಿಜಿಟಲ್ ಇಮೇಜಿಂಗ್ ಕುರಿತ ವಸ್ತು ಪ್ರದರ್ಶನಕ್ಕೆ ಚಾಲನೆ — [150, 114, 796, 138]
events-col-6 — [643, 490, 840, 1240]
events-col-4-text-4: ■ ಮೈಸೂರು ದಸರಾ ಸಿದ್ಧತೆ: ನಗರದ ವಿವಿಧೆಡೆ ಪೂರ್ವಭಾವಿ ಸಭೆ. ■ ರಕ್ತದಾನ ಶಿಬಿರ: ಕೆ.ಆರ್. ಆಸ್ಪತ್ರೆ ಆವರಣ, ಬೆಳಿಗ್ಗೆ 9ಕ್ಕೆ. ■ ಪುಸ್ತಕ ಬಿಡುಗಡೆ: ಕನ್ನಡ ಭವನ, ಸಂಜೆ 5ಕ್ಕೆ. ■ ಹಾಸ್ಯೋತ್ಸವ: ನಿರ್ಮಿತಿ ಕೇಂದ್ರ, ಸಂಜೆ 6ಕ್ಕೆ. — [498, 903, 638, 937]
events-col-6-text-11: ■ ಶ್ರೀ ಗಣಪತಿ ಸಚ್ಚಿದಾನಂದ ಆಶ್ರಮ: ಬೆಳಿಗ್ಗೆ ವಿಶೇಷ ಪೂಜೆ ಹಾಗೂ ಭಜನೆ. ■ ಜೆಎಸ್‌ಎಸ್ ಸಭಾಂಗಣ: ಉಪನ್ಯಾಸ ಕಾರ್ಯಕ್ರಮ, ಸಂಜೆ 5ಕ್ಕೆ. ■ ರಂಗಾಯಣ: ನಾಟಕ ಪ್ರದರ್ಶನ, ಸಂಜೆ 6.30ಕ್ಕೆ. ■ ನಗರದ ಉದ್ಯಾನ: ಪರಿಸರ ಜಾಗೃತಿ ಕಾರ್ಯಕ್ರಮ, ಬೆಳಿಗ್ಗೆ 8ಕ್ಕೆ. ■ ಕಲಾಮಂದಿರ: ನೃತ್ಯ ಕಾರ್ಯಕ್ರಮ, ಸಂಜೆ 6ಕ್ಕೆ. ■ ಕನ್ನಡ ಸಾಹಿತ್ಯ ಪರಿಷತ್: ಕವಿಗೋಷ್ಠಿ, ಬೆಳಿಗ್ಗೆ 10.30ಕ್ಕೆ. — [643, 810, 840, 844]
events-col-5-text-2: ■ ಶ್ರೀ ಗಣಪತಿ ಸಚ್ಚಿದಾನಂದ ಆಶ್ರಮ: ಬೆಳಿಗ್ಗೆ ವಿಶೇಷ ಪೂಜೆ ಹಾಗೂ ಭಜನೆ. ■ ಜೆಎಸ್‌ಎಸ್ ಸಭಾಂಗಣ: ಉಪನ್ಯಾಸ ಕಾರ್ಯಕ್ರಮ, ಸಂಜೆ 5ಕ್ಕೆ. ■ ರಂಗಾಯಣ: ನಾಟಕ ಪ್ರದರ್ಶನ, ಸಂಜೆ 6.30ಕ್ಕೆ. ■ ನಗರದ ಉದ್ಯಾನ: ಪರಿಸರ ಜಾಗೃತಿ ಕಾರ್ಯಕ್ರಮ, ಬೆಳಿಗ್ಗೆ 8ಕ್ಕೆ. ■ ಕಲಾಮಂದಿರ: ನೃತ್ಯ ಕಾರ್ಯಕ್ರಮ, ಸಂಜೆ 6ಕ್ಕೆ. ■ ಕನ್ನಡ ಸಾಹಿತ್ಯ ಪರಿಷತ್: ಕವಿಗೋಷ್ಠಿ, ಬೆಳಿಗ್ಗೆ 10.30ಕ್ಕೆ. — [320, 963, 494, 1006]
obituary-title: ನಿಧನ — [106, 1087, 313, 1103]
lead-col-2-text: ಆಲ್ಬಮ್ ಬಗ್ಗೆಯೂ ವಿಸ್ತೃತವಾಗಿ ಇಲ್ಲಿನ ಮಳಿಗೆಗಳಲ್ಲಿ ಕಾಣಬಹುದು. ಬೆಳಿಗ್ಗೆ 10 ಗಂಟೆಯಿಂದ ರಾತ್ರಿ 8 ಗಂಟೆಯವರೆಗೆ ಪ್ರದರ್ಶನ ವೀಕ್ಷಿಸಲು ಅವಕಾಶವಿದೆ. ನೂತನ ತಂತ್ರಜ್ಞಾನ ಕುರಿತು ತಜ್ಞರಿಂದ ಮಾಹಿತಿ ಕಾರ್ಯಾಗಾರ ಕೂಡ ನಡೆಯಲಿದೆ. — [216, 162, 318, 212]
column-rule-3 — [640, 344, 641, 1244]
registration-dot-cyan — [455, 1250, 462, 1257]
singer-label: ವಿದ್ವಾನ್ ವಿಶ್ವಜಿತ್ ಅಡ್ಕರ್ — [320, 730, 376, 738]
events-col-1-text: ■ ಸರ್ಕಾರಿ ಶಾಲೆ ವಾರ್ಷಿಕೋತ್ಸವ: ನಗರದ ಶಾಲೆಯಲ್ಲಿ ಬೆಳಿಗ್ಗೆ 10ಕ್ಕೆ. ■ ಶ್ರೀ ರಾಘವೇಂದ್ರ ಸ್ವಾಮಿ ಮಠ: ವಿಶೇಷ ಪೂಜೆ, ಬೆಳಿಗ್ಗೆ 7ಕ್ಕೆ. ■ ಸಂಗೀತ ಕಾರ್ಯಕ್ರಮ: ಗಾನಭಾರತೀ ಸಭಾಂಗಣ, ಸಂಜೆ 6ಕ್ಕೆ. ■ ಯೋಗ ಶಿಬಿರ: ಕುವೆಂಪುನಗರ ಉದ್ಯಾನ, ಬೆಳಿಗ್ಗೆ 6ಕ್ಕೆ. — [320, 627, 494, 660]
lead-subhead: 90 ಮಳಿಗೆಗಳಲ್ಲಿ ಛಾಯಾಗ್ರಹಣಕ್ಕೆ ಸಂಬಂಧಿಸಿದ ತಂತ್ರಜ್ಞಾನ, ಉಪಕರಣಗಳ ಪ್ರದರ್ಶನ, ತಜ್ಞರಿಂದ ಮಾಹಿತಿ — [106, 145, 530, 159]
vishwakarma-body — [108, 1060, 312, 1084]
radio-schedule-text: ಬೆಳಿಗ್ಗೆ : 6.10 ಗೀತಾರಾಧನ, 6.30 ವಾರ್ತೆಗಳು, 6.40 ಕೃಷಿರಂಗ, 7.05 ಭಕ್ತಿಗೀತೆ, 8.15 ಚಿತ್ರಗೀತೆ, 9.05 ಸಂಗೀತ ಕಾರ್ಯಕ್ರಮ, 10.00 ಚಿಂತನ. ಮಧ್ಯಾಹ್ನ : 12.00 ಜನಪದ ಗೀತೆ, 1.30 ನಾಟಕ. ಸಂಜೆ : 4.05 ಸಂಗೀತ, 6.00 ಯುವವಾಣಿ, 7.30 ವಾರ್ತೆಗಳು. — [502, 508, 634, 550]
